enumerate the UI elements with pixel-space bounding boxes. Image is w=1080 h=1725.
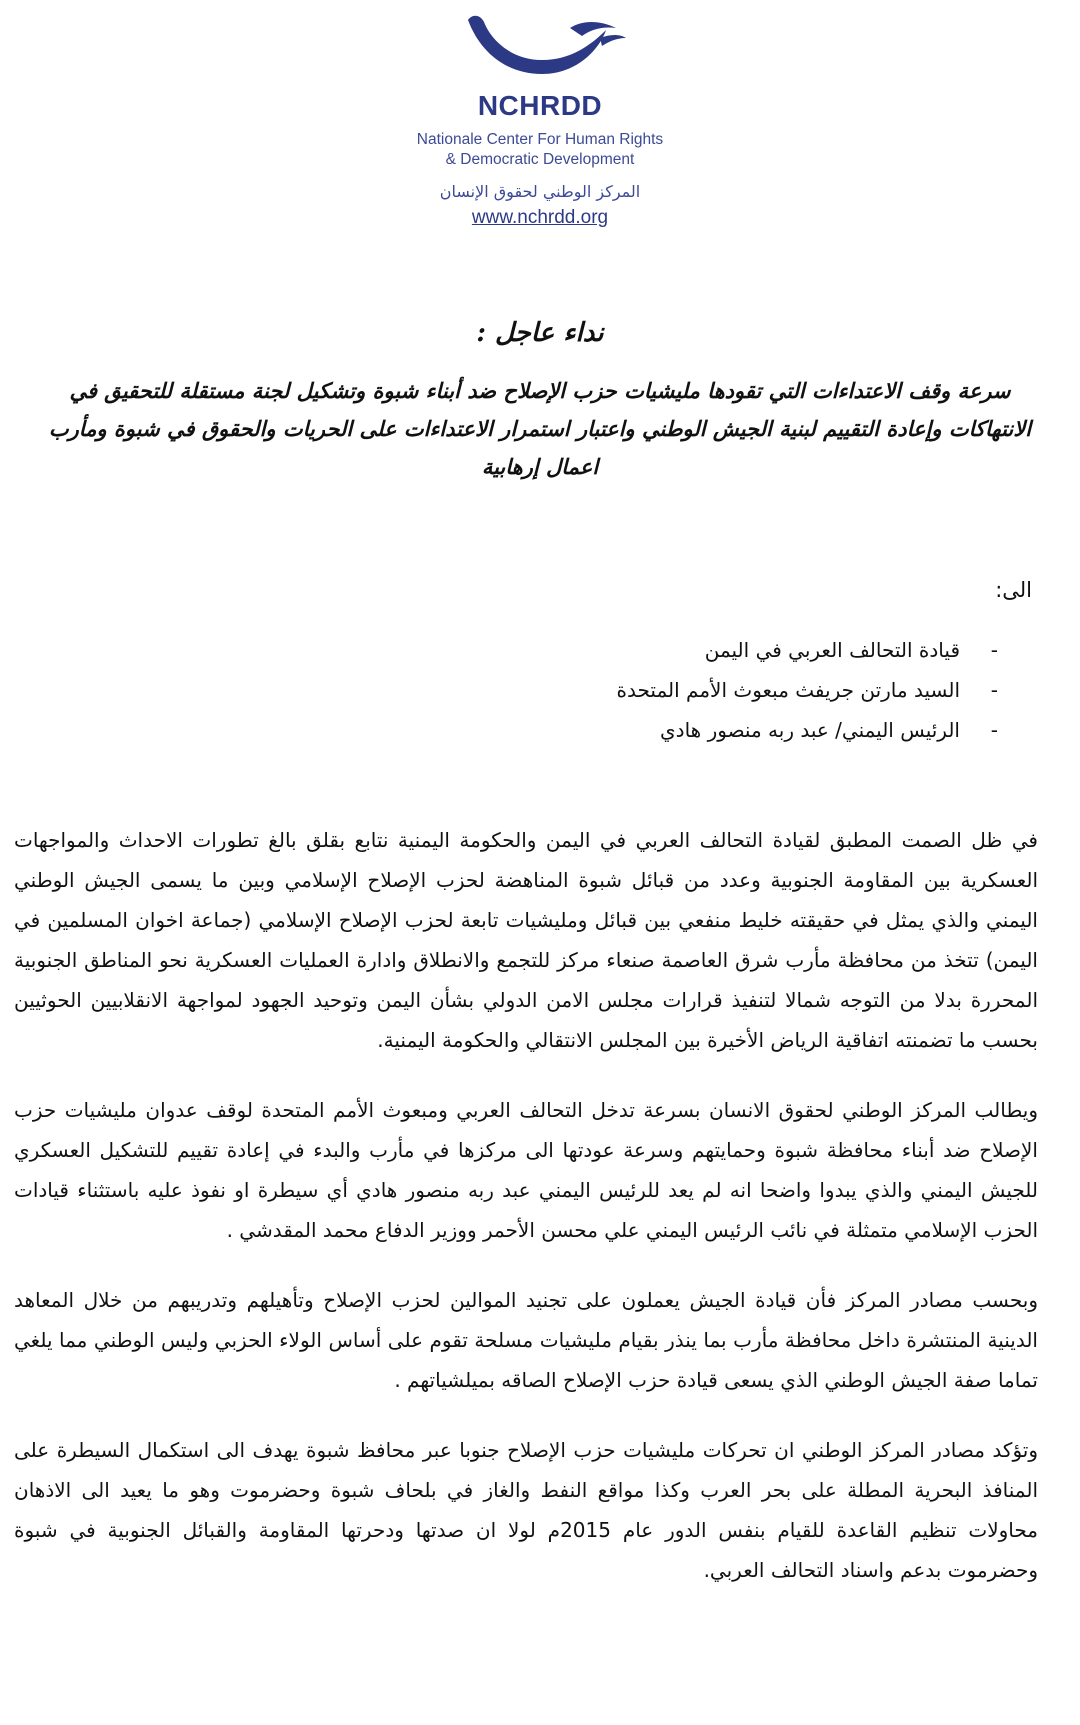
- org-abbreviation: NCHRDD: [477, 90, 603, 121]
- bullet-dash: -: [990, 678, 998, 702]
- recipient-text: قيادة التحالف العربي في اليمن: [704, 638, 960, 662]
- recipient-text: الرئيس اليمني/ عبد ربه منصور هادي: [660, 718, 960, 742]
- org-name-arabic: المركز الوطني لحقوق الإنسان: [439, 182, 641, 201]
- document-subtitle: سرعة وقف الاعتداءات التي تقودها مليشيات حزب الإصلاح ضد أبناء شبوة وتشكيل لجنة مستقلة للتحقيق في الانتهاكات وإعادة التقييم لبنية الجيش الوطني واعتبار استمرار الاعتداءات على الحريات والحقوق في شبوة ومأرب اعمال إرهابية: [48, 378, 1032, 479]
- org-name-english-line2: & Democratic Development: [445, 151, 635, 168]
- bird-logo-icon: [450, 8, 630, 88]
- recipients-label: الى:: [995, 578, 1032, 602]
- bullet-dash: -: [990, 718, 998, 742]
- letterhead: [0, 8, 1080, 229]
- recipient-text: السيد مارتن جريفث مبعوث الأمم المتحدة: [616, 678, 960, 702]
- org-website-link[interactable]: www.nchrdd.org: [471, 207, 609, 228]
- list-item: [617, 670, 998, 710]
- org-name-english-line1: Nationale Center For Human Rights: [416, 131, 664, 148]
- body-paragraph: وبحسب مصادر المركز فأن قيادة الجيش يعملون على تجنيد الموالين لحزب الإصلاح وتأهيلهم وتدريبهم من خلال المعاهد الدينية المنتشرة داخل محافظة مأرب بما ينذر بقيام مليشيات مسلحة تقوم على أساس الولاء الحزبي وليس الوطني مما يلغي تماما صفة الجيش الوطني الذي يسعى قيادة حزب الإصلاح الصاقه بميلشياتهم .: [14, 1288, 1038, 1392]
- body-paragraph: وتؤكد مصادر المركز الوطني ان تحركات مليشيات حزب الإصلاح جنوبا عبر محافظ شبوة يهدف الى استكمال السيطرة على المنافذ البحرية المطلة على بحر العرب وكذا مواقع النفط والغاز في بلحاف شبوة وحضرموت وهو ما يعيد الى الاذهان محاولات تنظيم القاعدة للقيام بنفس الدور عام 2015م لولا ان صدتها ودحرتها المقاومة والقبائل الجنوبية في شبوة وحضرموت بدعم واسناد التحالف العربي.: [14, 1438, 1039, 1582]
- bullet-dash: -: [990, 638, 998, 662]
- document-title: نداء عاجل :: [476, 318, 604, 348]
- recipients-list: [617, 630, 998, 750]
- body-paragraph: ويطالب المركز الوطني لحقوق الانسان بسرعة تدخل التحالف العربي ومبعوث الأمم المتحدة لوقف عدوان مليشيات حزب الإصلاح ضد أبناء محافظة شبوة وحمايتهم وسرعة عودتها الى مركزها في مأرب والبدء في إعادة تقييم للتشكيل العسكري للجيش اليمني والذي يبدوا واضحا انه لم يعد للرئيس اليمني عبد ربه منصور هادي أي سيطرة او نفوذ عليه باستثناء قيادات الحزب الإسلامي متمثلة في نائب الرئيس اليمني علي محسن الأحمر ووزير الدفاع محمد المقدشي .: [14, 1098, 1038, 1242]
- body-paragraph: في ظل الصمت المطبق لقيادة التحالف العربي في اليمن والحكومة اليمنية نتابع بقلق بالغ تطورات الاحداث والمواجهات العسكرية بين المقاومة الجنوبية وعدد من قبائل شبوة المناهضة لحزب الإصلاح الإسلامي وبين ما يسمى الجيش الوطني اليمني والذي يمثل في حقيقته خليط منفعي بين قبائل ومليشيات تابعة لحزب الإصلاح الإسلامي (جماعة اخوان المسلمين في اليمن) تتخذ من محافظة مأرب شرق العاصمة صنعاء مركز للتجمع والانطلاق وادارة العمليات العسكرية نحو المناطق الجنوبية المحررة بدلا من التوجه شمالا لتنفيذ قرارات مجلس الامن الدولي بشأن اليمن وتوحيد الجهود لمواجهة الانقلابيين الحوثيين بحسب ما تضمنته اتفاقية الرياض الأخيرة بين المجلس الانتقالي والحكومة اليمنية.: [14, 828, 1038, 1052]
- list-item: [617, 630, 998, 670]
- list-item: [617, 710, 998, 750]
- document-body: [14, 820, 1038, 1620]
